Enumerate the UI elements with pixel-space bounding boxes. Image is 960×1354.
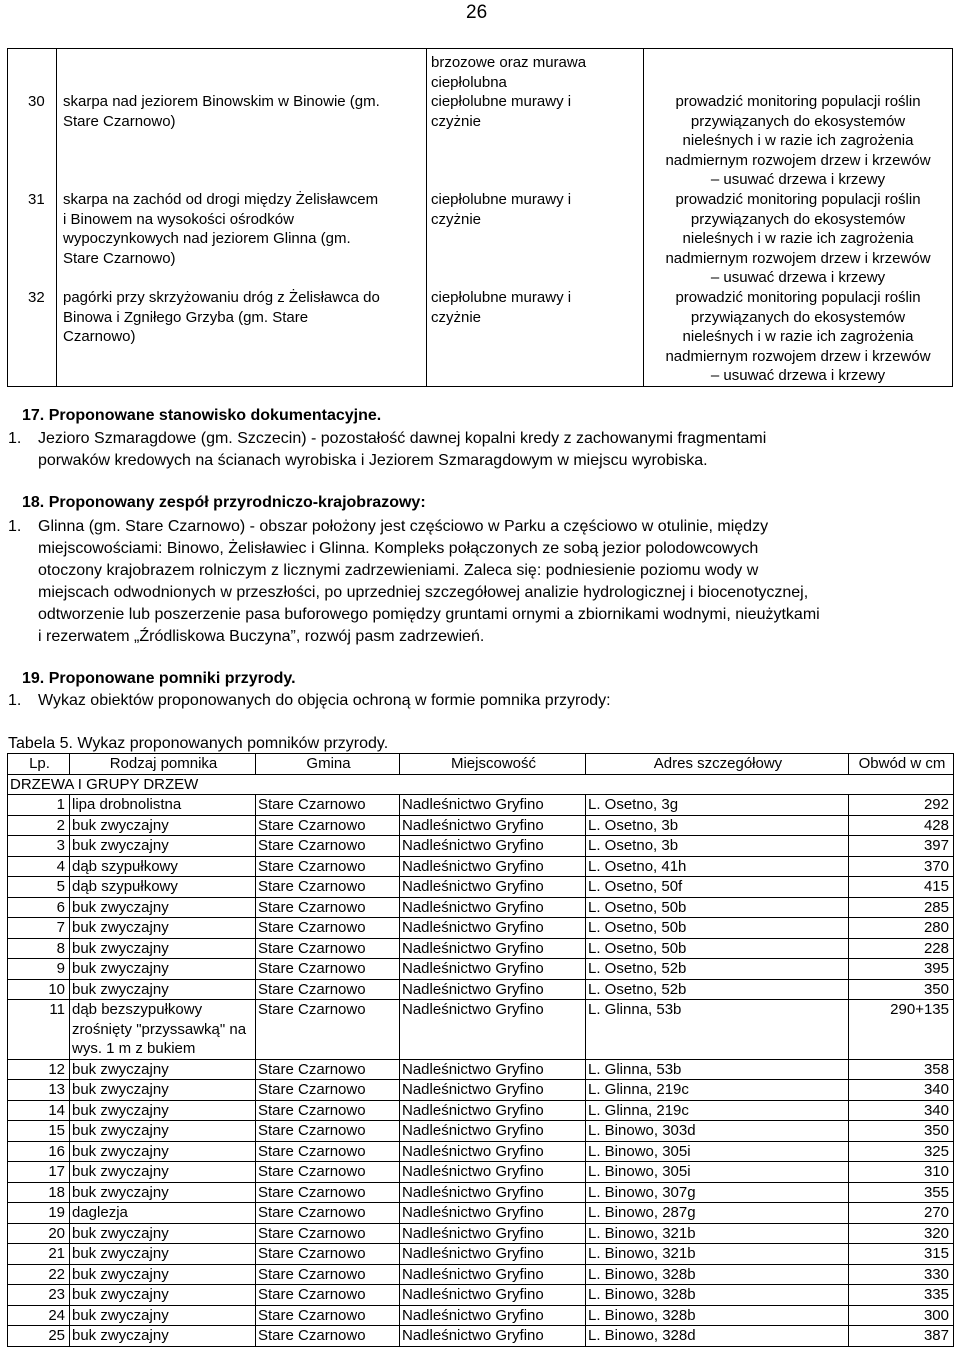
table-row — [8, 1203, 954, 1224]
text-line: miejscach odwodnionych w przeszłości, po uprzedniej szczegółowej analizie hydrologicznej i biocenotycznej, — [38, 584, 809, 601]
text-line: przywiązanych do ekosystemów — [690, 112, 906, 130]
cell-gmina: Stare Czarnowo — [256, 1162, 400, 1183]
cell-type: buk zwyczajny — [70, 1264, 256, 1285]
cell-lp: 25 — [8, 1326, 70, 1347]
text-line: pagórki przy skrzyżowaniu dróg z Żelisławca do — [63, 289, 380, 306]
cell-girth: 280 — [849, 918, 954, 939]
cell-place: Nadleśnictwo Gryfino — [400, 1182, 586, 1203]
cell-lp: 6 — [8, 897, 70, 918]
text-line: ciepłolubna — [431, 73, 507, 91]
text-line: i rezerwatem „Źródliskowa Buczyna”, rozwój pasm zadrzewień. — [38, 628, 485, 645]
cell-type: daglezja — [70, 1203, 256, 1224]
cell-gmina: Stare Czarnowo — [256, 795, 400, 816]
cell-address: L. Binowo, 321b — [586, 1223, 849, 1244]
cell-girth: 340 — [849, 1100, 954, 1121]
cell-address: L. Glinna, 53b — [586, 1059, 849, 1080]
header-row — [8, 754, 954, 775]
table-row — [8, 836, 954, 857]
cell-lp: 4 — [8, 856, 70, 877]
heading-text: Proponowane pomniki przyrody. — [48, 670, 296, 687]
cell-type: buk zwyczajny — [70, 1244, 256, 1265]
cell-address: L. Binowo, 305i — [586, 1141, 849, 1162]
table-row — [8, 938, 954, 959]
cell-address: L. Osetno, 50b — [586, 938, 849, 959]
text-line: prowadzić monitoring populacji roślin — [675, 93, 921, 110]
cell-address: L. Binowo, 328b — [586, 1305, 849, 1326]
cell-gmina: Stare Czarnowo — [256, 815, 400, 836]
text-line: nadmiernym rozwojem drzew i krzewów — [665, 249, 931, 267]
group-row — [8, 774, 954, 795]
cell-girth: 397 — [849, 836, 954, 857]
location-cell — [63, 92, 380, 131]
cell-lp: 19 — [8, 1203, 70, 1224]
cell-type: buk zwyczajny — [70, 979, 256, 1000]
cell-girth: 350 — [849, 979, 954, 1000]
cell-lp: 9 — [8, 959, 70, 980]
cell-girth: 290+135 — [849, 1000, 954, 1060]
cell-gmina: Stare Czarnowo — [256, 1121, 400, 1142]
recommendation-cell — [644, 288, 952, 386]
cell-address: L. Osetno, 41h — [586, 856, 849, 877]
table-row — [8, 1000, 954, 1060]
cell-lp: 18 — [8, 1182, 70, 1203]
recommendation-column — [644, 49, 953, 387]
table-row — [8, 1182, 954, 1203]
text-line: nieleśnych i w razie ich zagrożenia — [682, 328, 914, 345]
text-line: ciepłolubne murawy i — [431, 191, 572, 208]
table-row — [8, 815, 954, 836]
habitat-cell — [431, 190, 571, 229]
cell-place: Nadleśnictwo Gryfino — [400, 1223, 586, 1244]
cell-gmina: Stare Czarnowo — [256, 1182, 400, 1203]
header-cell: Adres szczegółowy — [586, 754, 849, 775]
cell-lp: 11 — [8, 1000, 70, 1060]
header-cell: Miejscowość — [400, 754, 586, 775]
row-num: 32 — [28, 289, 45, 306]
cell-lp: 24 — [8, 1305, 70, 1326]
cell-gmina: Stare Czarnowo — [256, 877, 400, 898]
heading-text: Proponowane stanowisko dokumentacyjne. — [48, 407, 382, 424]
cell-place: Nadleśnictwo Gryfino — [400, 1326, 586, 1347]
cell-place: Nadleśnictwo Gryfino — [400, 1285, 586, 1306]
cell-address: L. Binowo, 328d — [586, 1326, 849, 1347]
cell-address: L. Glinna, 219c — [586, 1100, 849, 1121]
text-line: Stare Czarnowo) — [63, 112, 176, 130]
location-cell — [63, 190, 378, 268]
cell-lp: 10 — [8, 979, 70, 1000]
header-cell: Lp. — [8, 754, 70, 775]
cell-gmina: Stare Czarnowo — [256, 979, 400, 1000]
text-line: przywiązanych do ekosystemów — [690, 210, 906, 228]
table-row — [8, 1141, 954, 1162]
cell-address: L. Binowo, 328b — [586, 1264, 849, 1285]
text-line: odtworzenie lub poszerzenie pasa buforowego pomiędzy gruntami ornymi a zbiornikami wodnymi, nieużytkami — [38, 606, 820, 623]
section-18-item — [8, 516, 769, 538]
cell-place: Nadleśnictwo Gryfino — [400, 1141, 586, 1162]
cell-place: Nadleśnictwo Gryfino — [400, 1264, 586, 1285]
text-line: brzozowe oraz murawa — [431, 54, 587, 71]
cell-girth: 340 — [849, 1080, 954, 1101]
cell-girth: 300 — [849, 1305, 954, 1326]
cell-gmina: Stare Czarnowo — [256, 1141, 400, 1162]
text-line: prowadzić monitoring populacji roślin — [675, 289, 921, 306]
cell-gmina: Stare Czarnowo — [256, 1264, 400, 1285]
cell-type: buk zwyczajny — [70, 1100, 256, 1121]
cell-address: L. Binowo, 303d — [586, 1121, 849, 1142]
cell-type: buk zwyczajny — [70, 1059, 256, 1080]
group-label: DRZEWA I GRUPY DRZEW — [8, 774, 954, 795]
cell-type: buk zwyczajny — [70, 1162, 256, 1183]
table-caption: Tabela 5. Wykaz proponowanych pomników przyrody. — [8, 735, 389, 752]
cell-girth: 285 — [849, 897, 954, 918]
heading-number: 18. — [22, 494, 45, 511]
cell-girth: 320 — [849, 1223, 954, 1244]
row-num: 30 — [28, 93, 45, 110]
habitat-prefix — [431, 53, 586, 92]
cell-girth: 270 — [849, 1203, 954, 1224]
cell-girth: 292 — [849, 795, 954, 816]
cell-gmina: Stare Czarnowo — [256, 1285, 400, 1306]
cell-type: buk zwyczajny — [70, 1141, 256, 1162]
cell-girth: 325 — [849, 1141, 954, 1162]
text-line: miejscowościami: Binowo, Żelisławiec i Glinna. Kompleks połączonych ze sobą jezior polodowcowych — [38, 540, 759, 557]
text-line: nadmiernym rozwojem drzew i krzewów — [665, 151, 931, 169]
text-line: otoczony krajobrazem rolniczym z licznymi zadrzewieniami. Zaleca się: podniesienie poziomu wody w — [38, 562, 759, 579]
cell-girth: 315 — [849, 1244, 954, 1265]
cell-gmina: Stare Czarnowo — [256, 918, 400, 939]
cell-type: buk zwyczajny — [70, 1285, 256, 1306]
habitat-column — [427, 49, 644, 387]
text-line: – usuwać drzewa i krzewy — [710, 171, 886, 188]
row-num: 31 — [28, 191, 45, 208]
cell-address: L. Binowo, 307g — [586, 1182, 849, 1203]
text-line: – usuwać drzewa i krzewy — [710, 367, 886, 384]
heading-number: 17. — [22, 407, 45, 424]
table-row — [8, 979, 954, 1000]
table-row — [8, 1121, 954, 1142]
cell-girth: 330 — [849, 1264, 954, 1285]
monuments-table — [7, 753, 954, 1347]
cell-address: L. Osetno, 50b — [586, 918, 849, 939]
recommendation-cell — [644, 190, 952, 288]
cell-type: buk zwyczajny — [70, 1121, 256, 1142]
habitat-table — [7, 48, 953, 387]
cell-lp: 8 — [8, 938, 70, 959]
cell-gmina: Stare Czarnowo — [256, 1326, 400, 1347]
table-row — [8, 1059, 954, 1080]
cell-type: buk zwyczajny — [70, 959, 256, 980]
cell-type: dąb szypułkowy — [70, 877, 256, 898]
cell-girth: 355 — [849, 1182, 954, 1203]
cell-girth: 358 — [849, 1059, 954, 1080]
section-19-heading — [22, 668, 296, 690]
text-line: porwaków kredowych na ścianach wyrobiska i Jeziorem Szmaragdowym w miejscu wyrobiska. — [38, 452, 708, 469]
cell-address: L. Glinna, 219c — [586, 1080, 849, 1101]
cell-gmina: Stare Czarnowo — [256, 1000, 400, 1060]
cell-gmina: Stare Czarnowo — [256, 1203, 400, 1224]
num-column — [8, 49, 57, 387]
text-line: prowadzić monitoring populacji roślin — [675, 191, 921, 208]
cell-type: buk zwyczajny — [70, 1326, 256, 1347]
cell-lp: 16 — [8, 1141, 70, 1162]
table-row — [8, 877, 954, 898]
table-row — [8, 1264, 954, 1285]
text-line: Czarnowo) — [63, 328, 136, 345]
text-line: skarpa na zachód od drogi między Żelisławcem — [63, 191, 379, 208]
cell-address: L. Binowo, 321b — [586, 1244, 849, 1265]
cell-gmina: Stare Czarnowo — [256, 1100, 400, 1121]
cell-type: buk zwyczajny — [70, 836, 256, 857]
header-cell: Rodzaj pomnika — [70, 754, 256, 775]
cell-place: Nadleśnictwo Gryfino — [400, 1203, 586, 1224]
item-number: 1. — [8, 430, 22, 447]
cell-type: buk zwyczajny — [70, 938, 256, 959]
cell-lp: 7 — [8, 918, 70, 939]
cell-girth: 428 — [849, 815, 954, 836]
item-number: 1. — [8, 518, 22, 535]
cell-lp: 1 — [8, 795, 70, 816]
table-row — [8, 1100, 954, 1121]
cell-lp: 22 — [8, 1264, 70, 1285]
text-line: Binowa i Zgniłego Grzyba (gm. Stare — [63, 308, 309, 326]
cell-place: Nadleśnictwo Gryfino — [400, 918, 586, 939]
header-cell: Obwód w cm — [849, 754, 954, 775]
text-line: przywiązanych do ekosystemów — [690, 308, 906, 326]
cell-place: Nadleśnictwo Gryfino — [400, 979, 586, 1000]
cell-gmina: Stare Czarnowo — [256, 1080, 400, 1101]
section-17-item — [8, 428, 767, 450]
cell-place: Nadleśnictwo Gryfino — [400, 815, 586, 836]
cell-gmina: Stare Czarnowo — [256, 1223, 400, 1244]
table-row — [8, 1244, 954, 1265]
cell-place: Nadleśnictwo Gryfino — [400, 1305, 586, 1326]
cell-lp: 5 — [8, 877, 70, 898]
cell-lp: 21 — [8, 1244, 70, 1265]
text-line: i Binowem na wysokości ośrodków — [63, 210, 294, 228]
cell-type: buk zwyczajny — [70, 1305, 256, 1326]
cell-address: L. Binowo, 287g — [586, 1203, 849, 1224]
cell-address: L. Binowo, 305i — [586, 1162, 849, 1183]
cell-gmina: Stare Czarnowo — [256, 897, 400, 918]
cell-lp: 20 — [8, 1223, 70, 1244]
heading-text: Proponowany zespół przyrodniczo-krajobrazowy: — [48, 494, 426, 511]
cell-type: buk zwyczajny — [70, 897, 256, 918]
cell-address: L. Binowo, 328b — [586, 1285, 849, 1306]
cell-gmina: Stare Czarnowo — [256, 938, 400, 959]
cell-place: Nadleśnictwo Gryfino — [400, 1162, 586, 1183]
cell-place: Nadleśnictwo Gryfino — [400, 1244, 586, 1265]
text-line: Wykaz obiektów proponowanych do objęcia ochroną w formie pomnika przyrody: — [38, 692, 611, 709]
text-line: czyżnie — [431, 308, 482, 326]
table-row — [8, 1223, 954, 1244]
cell-gmina: Stare Czarnowo — [256, 1244, 400, 1265]
cell-lp: 14 — [8, 1100, 70, 1121]
text-line: nieleśnych i w razie ich zagrożenia — [682, 132, 914, 149]
cell-lp: 17 — [8, 1162, 70, 1183]
cell-address: L. Osetno, 52b — [586, 959, 849, 980]
cell-address: L. Osetno, 3b — [586, 836, 849, 857]
table-body — [8, 795, 954, 1347]
cell-lp: 13 — [8, 1080, 70, 1101]
cell-girth: 415 — [849, 877, 954, 898]
section-17-heading — [22, 405, 381, 427]
recommendation-cell — [644, 92, 952, 190]
cell-place: Nadleśnictwo Gryfino — [400, 959, 586, 980]
section-19-item — [8, 690, 611, 712]
location-cell — [63, 288, 380, 347]
text-line: czyżnie — [431, 112, 482, 130]
text-line: czyżnie — [431, 210, 482, 228]
cell-place: Nadleśnictwo Gryfino — [400, 1059, 586, 1080]
cell-girth: 395 — [849, 959, 954, 980]
heading-number: 19. — [22, 670, 45, 687]
cell-girth: 387 — [849, 1326, 954, 1347]
table-row — [8, 918, 954, 939]
cell-lp: 3 — [8, 836, 70, 857]
habitat-cell — [431, 288, 571, 327]
text-line: nadmiernym rozwojem drzew i krzewów — [665, 347, 931, 365]
table-row — [8, 959, 954, 980]
table-row — [8, 897, 954, 918]
cell-place: Nadleśnictwo Gryfino — [400, 897, 586, 918]
cell-lp: 2 — [8, 815, 70, 836]
cell-address: L. Osetno, 50f — [586, 877, 849, 898]
cell-type: dąb szypułkowy — [70, 856, 256, 877]
table-row — [8, 1080, 954, 1101]
cell-address: L. Osetno, 3b — [586, 815, 849, 836]
cell-gmina: Stare Czarnowo — [256, 1305, 400, 1326]
cell-girth: 310 — [849, 1162, 954, 1183]
page-number: 26 — [466, 2, 488, 23]
table-row — [8, 1285, 954, 1306]
cell-lp: 12 — [8, 1059, 70, 1080]
table-row — [8, 1162, 954, 1183]
cell-place: Nadleśnictwo Gryfino — [400, 938, 586, 959]
text-line: Glinna (gm. Stare Czarnowo) - obszar położony jest częściowo w Parku a częściowo w otulinie, między — [38, 518, 769, 535]
cell-place: Nadleśnictwo Gryfino — [400, 836, 586, 857]
cell-lp: 23 — [8, 1285, 70, 1306]
table-row — [8, 795, 954, 816]
cell-girth: 335 — [849, 1285, 954, 1306]
text-line: – usuwać drzewa i krzewy — [710, 269, 886, 286]
location-column — [57, 49, 427, 387]
cell-place: Nadleśnictwo Gryfino — [400, 1000, 586, 1060]
table-row — [8, 1305, 954, 1326]
cell-gmina: Stare Czarnowo — [256, 1059, 400, 1080]
cell-place: Nadleśnictwo Gryfino — [400, 1080, 586, 1101]
cell-type: buk zwyczajny — [70, 815, 256, 836]
item-number: 1. — [8, 692, 22, 709]
cell-type: lipa drobnolistna — [70, 795, 256, 816]
header-cell: Gmina — [256, 754, 400, 775]
text-line: ciepłolubne murawy i — [431, 93, 572, 110]
cell-place: Nadleśnictwo Gryfino — [400, 856, 586, 877]
cell-address: L. Osetno, 50b — [586, 897, 849, 918]
cell-type: buk zwyczajny — [70, 1182, 256, 1203]
cell-address: L. Osetno, 52b — [586, 979, 849, 1000]
cell-gmina: Stare Czarnowo — [256, 959, 400, 980]
table-row — [8, 1326, 954, 1347]
text-line: ciepłolubne murawy i — [431, 289, 572, 306]
text-line: skarpa nad jeziorem Binowskim w Binowie (gm. — [63, 93, 380, 110]
cell-type: buk zwyczajny — [70, 1080, 256, 1101]
habitat-cell — [431, 92, 571, 131]
cell-girth: 228 — [849, 938, 954, 959]
cell-lp: 15 — [8, 1121, 70, 1142]
cell-place: Nadleśnictwo Gryfino — [400, 795, 586, 816]
cell-gmina: Stare Czarnowo — [256, 856, 400, 877]
cell-place: Nadleśnictwo Gryfino — [400, 877, 586, 898]
cell-gmina: Stare Czarnowo — [256, 836, 400, 857]
cell-type: buk zwyczajny — [70, 918, 256, 939]
cell-place: Nadleśnictwo Gryfino — [400, 1100, 586, 1121]
text-line: Jezioro Szmaragdowe (gm. Szczecin) - pozostałość dawnej kopalni kredy z zachowanymi fragmentami — [38, 430, 767, 447]
cell-address: L. Osetno, 3g — [586, 795, 849, 816]
cell-place: Nadleśnictwo Gryfino — [400, 1121, 586, 1142]
section-18-heading — [22, 492, 426, 514]
cell-address: L. Glinna, 53b — [586, 1000, 849, 1060]
cell-girth: 370 — [849, 856, 954, 877]
text-line: nieleśnych i w razie ich zagrożenia — [682, 230, 914, 247]
cell-type: dąb bezszypułkowy zrośnięty "przyssawką" na wys. 1 m z bukiem — [70, 1000, 256, 1060]
cell-type: buk zwyczajny — [70, 1223, 256, 1244]
table-row — [8, 856, 954, 877]
text-line: wypoczynkowych nad jeziorem Glinna (gm. — [63, 230, 351, 247]
cell-girth: 350 — [849, 1121, 954, 1142]
text-line: Stare Czarnowo) — [63, 249, 176, 267]
